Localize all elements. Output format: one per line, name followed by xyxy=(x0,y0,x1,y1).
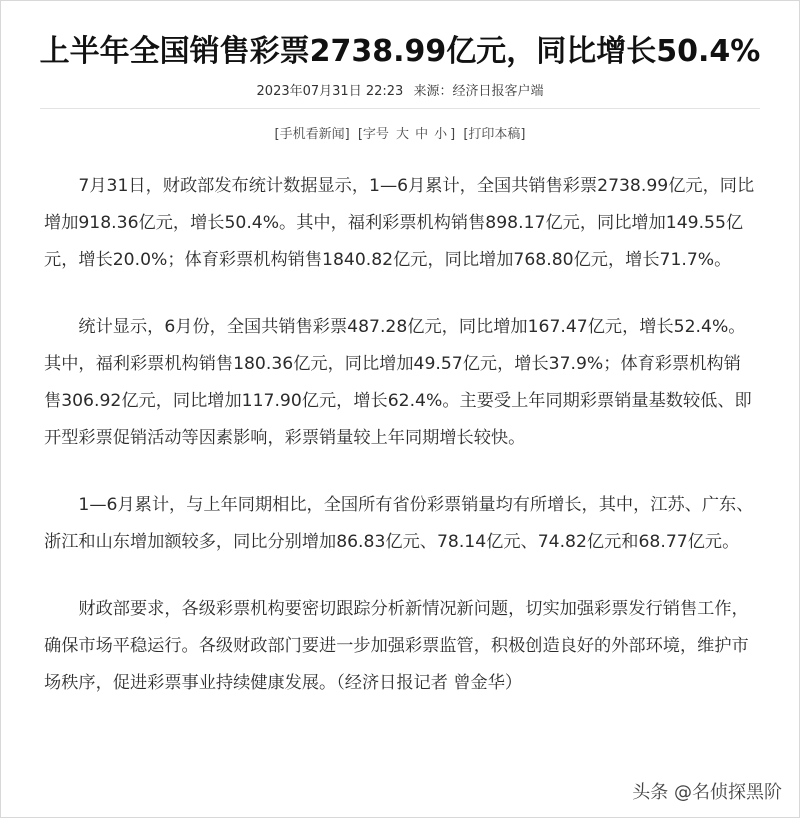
watermark: 头条 @名侦探黑阶 xyxy=(632,782,782,803)
article-toolbar xyxy=(0,123,800,142)
font-size-close: ] xyxy=(450,127,456,142)
header-divider xyxy=(40,108,760,109)
mobile-news-link[interactable]: [手机看新闻] xyxy=(274,127,350,142)
font-size-large[interactable]: 大 xyxy=(396,127,410,142)
print-link[interactable]: [打印本稿] xyxy=(463,127,526,142)
font-size-medium[interactable]: 中 xyxy=(415,127,429,142)
font-size-control xyxy=(358,127,459,142)
article-body xyxy=(44,168,756,732)
article-meta xyxy=(0,80,800,99)
article-title: 上半年全国销售彩票2738.99亿元，同比增长50.4% xyxy=(39,34,761,69)
font-size-label: [字号 xyxy=(357,127,389,142)
font-size-small[interactable]: 小 xyxy=(434,127,448,142)
paragraph-3: 1—6月累计，与上年同期相比，全国所有省份彩票销量均有所增长，其中，江苏、广东、浙江和山东增加额较多，同比分别增加86.83亿元、78.14亿元、74.82亿元和68.77亿元。 xyxy=(44,495,754,552)
article-source: 来源：经济日报客户端 xyxy=(413,84,544,99)
paragraph-2: 统计显示，6月份，全国共销售彩票487.28亿元，同比增加167.47亿元，增长52.4%。其中，福利彩票机构销售180.36亿元，同比增加49.57亿元，增长37.9%；体育彩票机构销售306.92亿元，同比增加117.90亿元，增长62.4%。主要受上年同期彩票销量基数较低、即开型彩票促销活动等因素影响，彩票销量较上年同期增长较快。 xyxy=(44,317,752,448)
paragraph-4: 财政部要求，各级彩票机构要密切跟踪分析新情况新问题，切实加强彩票发行销售工作，确保市场平稳运行。各级财政部门要进一步加强彩票监管，积极创造良好的外部环境，维护市场秩序，促进彩票事业持续健康发展。（经济日报记者 曾金华） xyxy=(44,599,749,693)
paragraph-1: 7月31日，财政部发布统计数据显示，1—6月累计，全国共销售彩票2738.99亿元，同比增加918.36亿元，增长50.4%。其中，福利彩票机构销售898.17亿元，同比增加149.55亿元，增长20.0%；体育彩票机构销售1840.82亿元，同比增加768.80亿元，增长71.7%。 xyxy=(44,176,755,270)
publish-date: 2023年07月31日 22:23 xyxy=(256,84,404,99)
